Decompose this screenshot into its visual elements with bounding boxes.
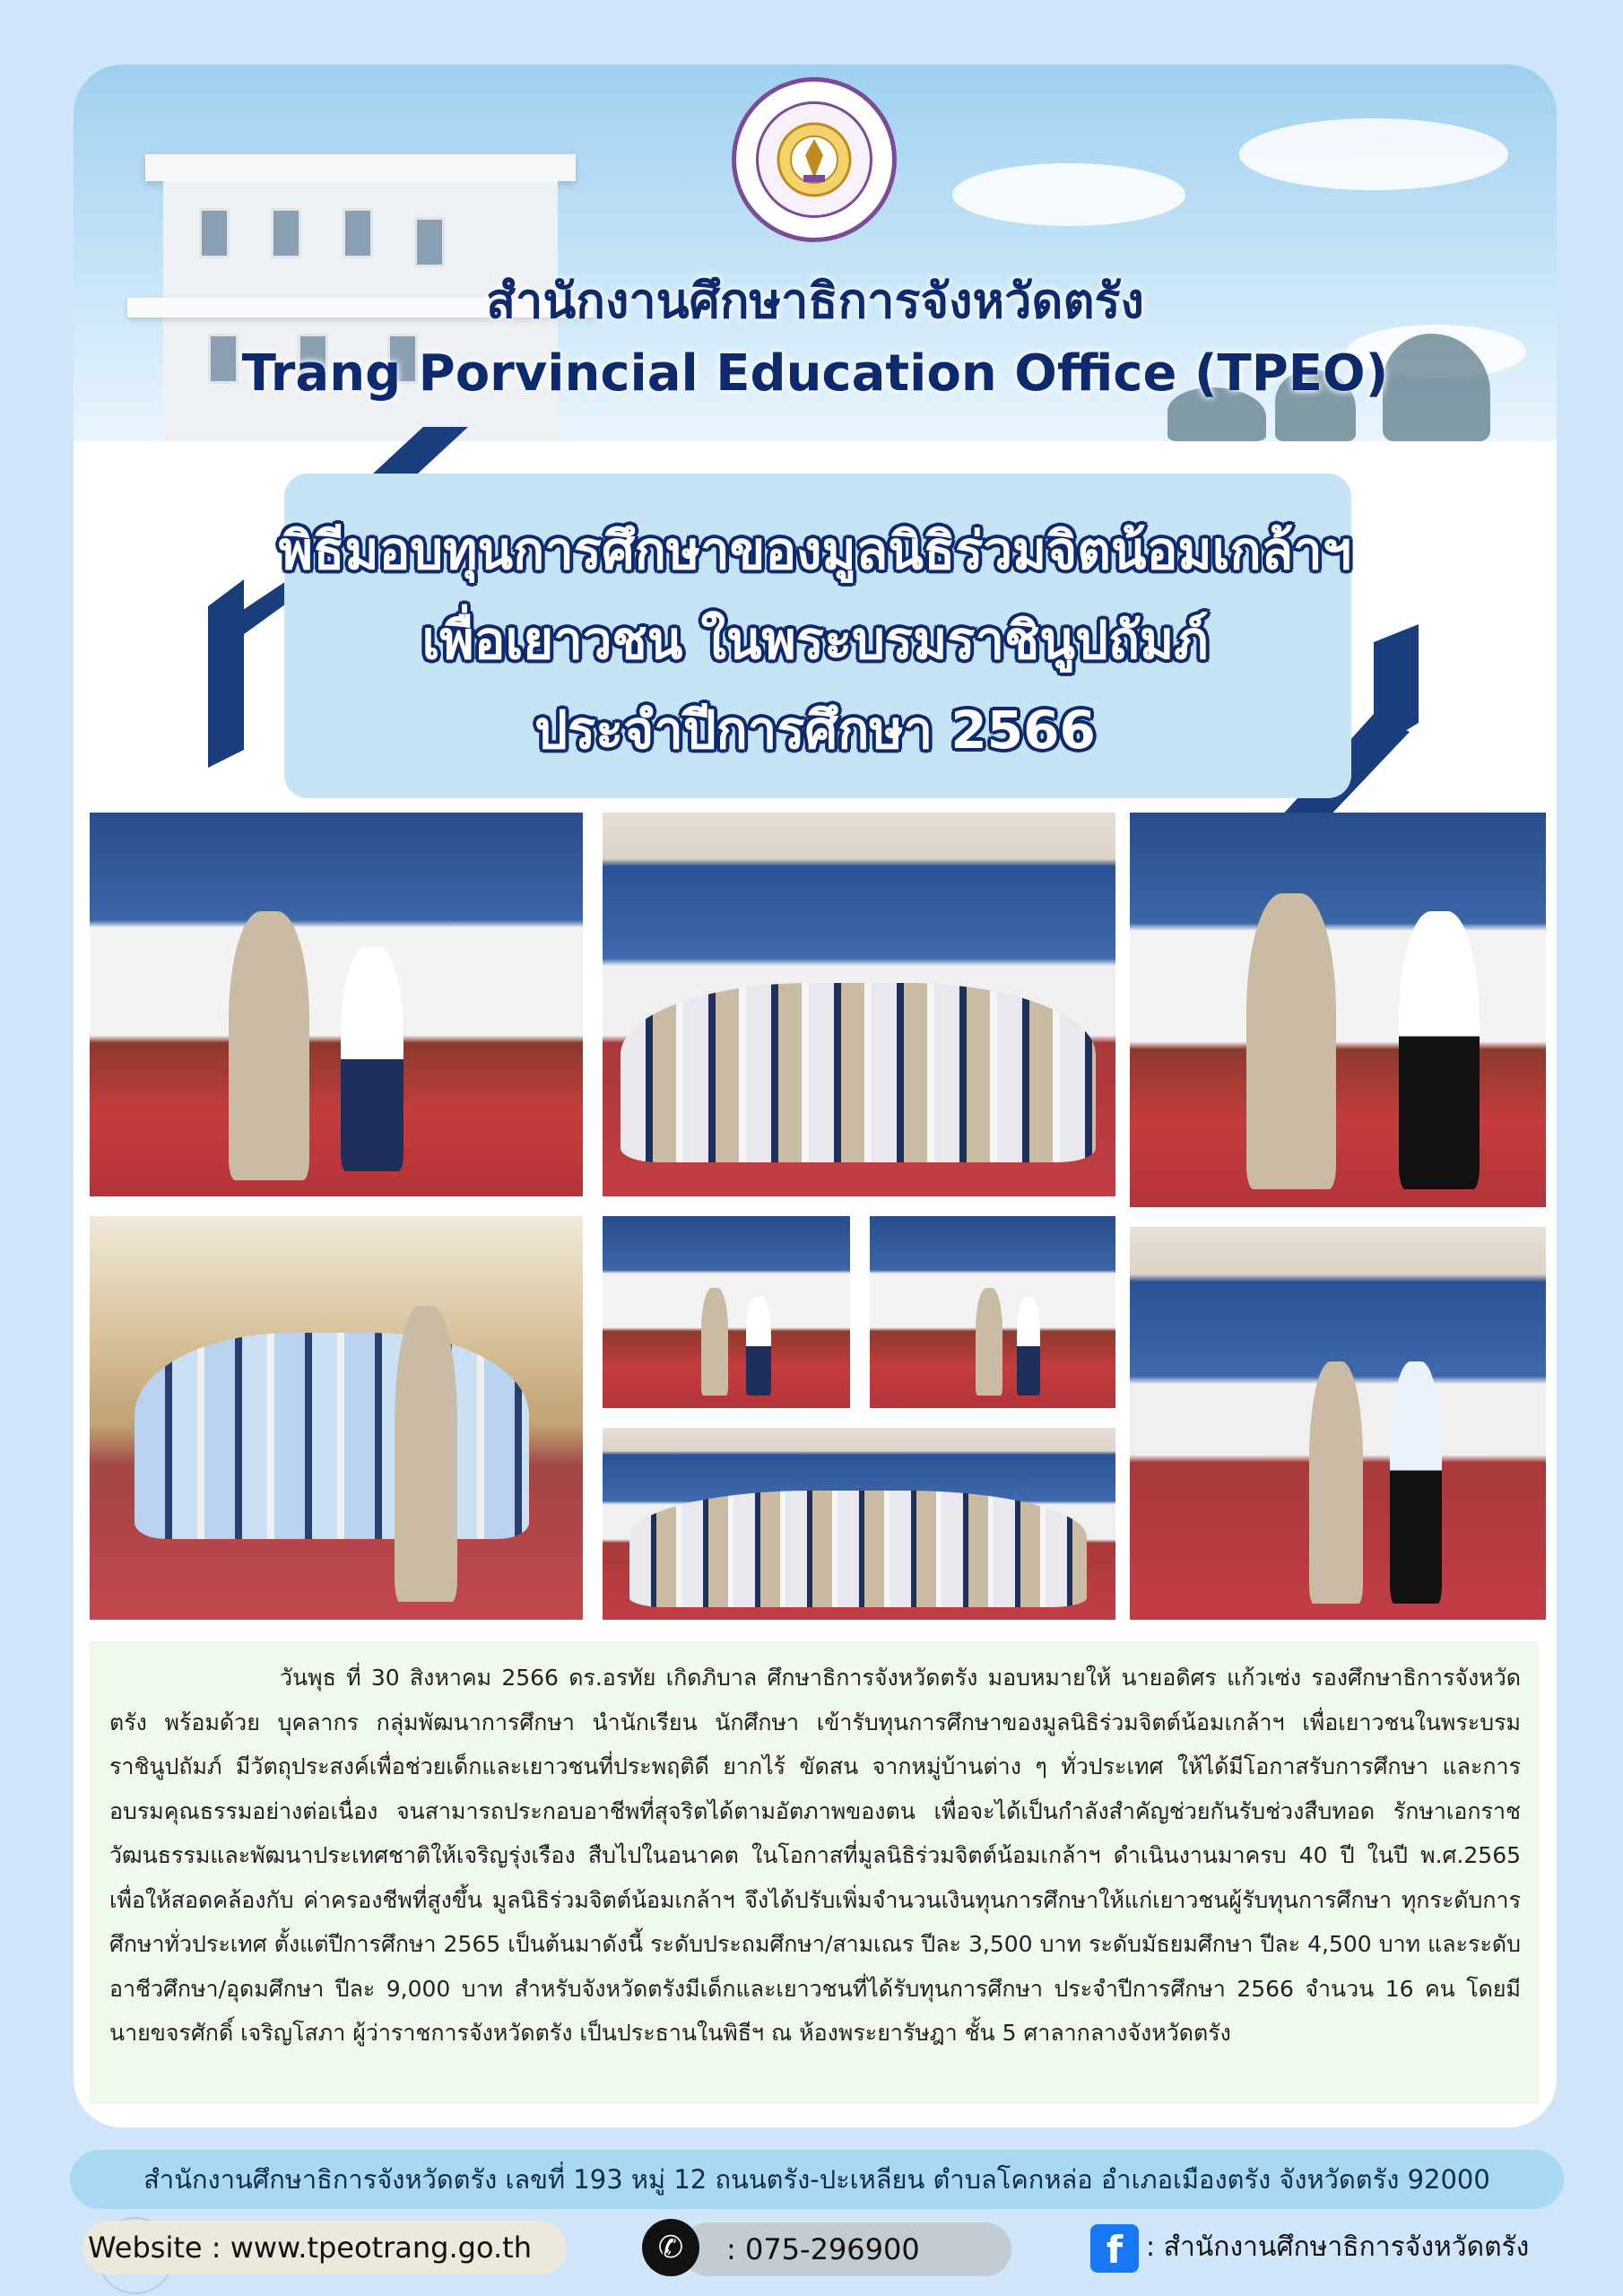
facebook-page-name[interactable]: : สำนักงานศึกษาธิการจังหวัดตรัง [1146, 2231, 1530, 2263]
photo-award-ceremony-1 [90, 813, 583, 1196]
cloud [1239, 118, 1508, 190]
emblem-icon [774, 119, 855, 200]
title-line-2: เพื่อเยาวชน ในพระบรมราชินูปถัมภ์ [421, 610, 1209, 671]
photo-award-ceremony-3 [1130, 1227, 1546, 1620]
tpeo-logo [732, 77, 897, 242]
photo-award-small-2 [870, 1216, 1115, 1408]
poster-card [74, 65, 1557, 2127]
office-name-english: Trang Porvincial Education Office (TPEO) [241, 344, 1389, 403]
photo-students-group [90, 1216, 583, 1620]
facebook-icon[interactable]: f [1090, 2224, 1139, 2273]
title-line-1: พิธีมอบทุนการศึกษาของมูลนิธิร่วมจิตน้อมเกล้าฯ [278, 520, 1352, 581]
website-link[interactable]: Website : www.tpeotrang.go.th [82, 2221, 567, 2274]
phone-number: : 075-296900 [681, 2222, 1011, 2276]
photo-group-ceremony-2 [603, 1428, 1115, 1620]
title-line-3: ประจำปีการศึกษา 2566 [534, 700, 1096, 761]
header-banner [74, 65, 1557, 441]
photo-award-small-1 [603, 1216, 850, 1408]
photo-group-ceremony-1 [603, 813, 1115, 1196]
phone-icon: ✆ [642, 2219, 699, 2276]
photo-award-ceremony-2 [1130, 813, 1546, 1207]
footer-address-bar: สำนักงานศึกษาธิการจังหวัดตรัง เลขที่ 193 หมู่ 12 ถนนตรัง-ปะเหลียน ตำบลโคกหล่อ อำเภอเมืองตรัง จังหวัดตรัง 92000 [70, 2150, 1564, 2209]
cloud [952, 163, 1185, 226]
office-name-thai: สำนักงานศึกษาธิการจังหวัดตรัง [486, 273, 1144, 329]
article-body: วันพุธ ที่ 30 สิงหาคม 2566 ดร.อรทัย เกิดภิบาล ศึกษาธิการจังหวัดตรัง มอบหมายให้ นายอดิศร แก้วเซ่ง รองศึกษาธิการจังหวัดตรัง พร้อมด้วย บุคลากร กลุ่มพัฒนาการศึกษา นำนักเรียน นักศึกษา เข้ารับทุนการศึกษาของมูลนิธิร่วมจิตต์น้อมเกล้าฯ เพื่อเยาวชนในพระบรมราชินูปถัมภ์ มีวัตถุประสงค์เพื่อช่วยเด็กและเยาวชนที่ประพฤติดี ยากไร้ ขัดสน จากหมู่บ้านต่าง ๆ ทั่วประเทศ ให้ได้มีโอกาสรับการศึกษา และการอบรมคุณธรรมอย่างต่อเนื่อง จนสามารถประกอบอาชีพที่สุจริตได้ตามอัตภาพของตน เพื่อจะได้เป็นกำลังสำคัญช่วยกันรับช่วงสืบทอด รักษาเอกราช วัฒนธรรมและพัฒนาประเทศชาติให้เจริญรุ่งเรือง สืบไปในอนาคต ในโอกาสที่มูลนิธิร่วมจิตต์น้อมเกล้าฯ ดำเนินงานมาครบ 40 ปี ในปี พ.ศ.2565 เพื่อให้สอดคล้องกับ ค่าครองชีพที่สูงขึ้น มูลนิธิร่วมจิตต์น้อมเกล้าฯ จึงได้ปรับเพิ่มจำนวนเงินทุนการศึกษาให้แก่เยาวชนผู้รับทุนการศึกษา ทุกระดับการศึกษาทั่วประเทศ ตั้งแต่ปีการศึกษา 2565 เป็นต้นมาดังนี้ ระดับประถมศึกษา/สามเณร ปีละ 3,500 บาท ระดับมัธยมศึกษา ปีละ 4,500 บาท และระดับอาชีวศึกษา/อุดมศึกษา ปีละ 9,000 บาท สำหรับจังหวัดตรังมีเด็กและเยาวชนที่ได้รับทุนการศึกษา ประจำปีการศึกษา 2566 จำนวน 16 คน โดยมี นายขจรศักดิ์ เจริญโสภา ผู้ว่าราชการจังหวัดตรัง เป็นประธานในพิธีฯ ณ ห้องพระยารัษฎา ชั้น 5 ศาลากลางจังหวัดตรัง [109, 1665, 1521, 2046]
article-text-box [90, 1641, 1539, 2104]
